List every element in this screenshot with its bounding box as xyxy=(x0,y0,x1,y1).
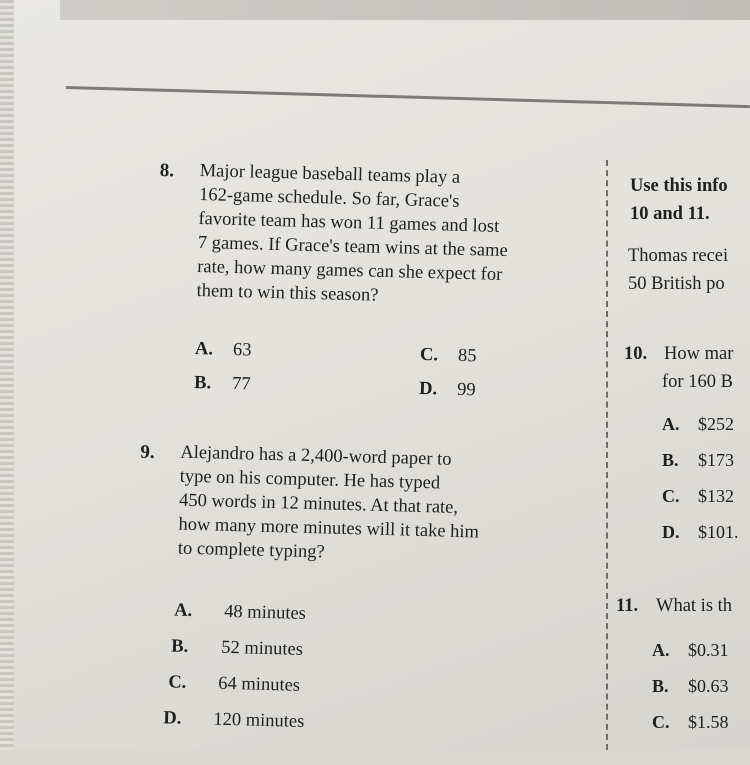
question-9-choice-c[interactable] xyxy=(168,672,300,696)
question-8-line: Major league baseball teams play a xyxy=(199,161,461,188)
question-10-choice-a[interactable] xyxy=(662,414,734,435)
choice-letter: C. xyxy=(662,486,680,506)
question-8-line: them to win this season? xyxy=(196,281,379,306)
right-info-line: Thomas recei xyxy=(628,246,729,266)
choice-letter: B. xyxy=(193,372,212,394)
choice-letter: B. xyxy=(171,636,189,657)
choice-letter: C. xyxy=(652,712,670,732)
choice-letter: D. xyxy=(418,378,438,400)
question-9-number: 9. xyxy=(140,441,155,463)
question-10-choice-d[interactable] xyxy=(662,522,739,543)
choice-letter: D. xyxy=(662,522,680,542)
choice-letter: A. xyxy=(652,640,670,660)
choice-text: $1.58 xyxy=(688,712,729,732)
choice-text: 48 minutes xyxy=(223,601,307,624)
choice-text: $101. xyxy=(698,522,739,542)
question-8-choice-b[interactable] xyxy=(194,373,251,395)
question-9-line: how many more minutes will it take him xyxy=(178,514,480,543)
question-9-line: to complete typing? xyxy=(177,538,325,563)
choice-letter: B. xyxy=(652,676,669,696)
question-9-choice-d[interactable] xyxy=(163,708,304,733)
choice-letter: A. xyxy=(173,600,193,621)
question-8-choice-c[interactable] xyxy=(420,345,477,367)
question-9-stem xyxy=(178,441,482,569)
question-11-number: 11. xyxy=(616,596,639,616)
choice-text: 77 xyxy=(231,373,251,395)
choice-text: 99 xyxy=(456,379,476,401)
question-8-number: 8. xyxy=(159,160,175,182)
choice-text: 120 minutes xyxy=(213,709,305,732)
question-11-line: What is th xyxy=(656,596,733,616)
question-9-choice-a[interactable] xyxy=(174,601,306,625)
question-8-line: 162-game schedule. So far, Grace's xyxy=(198,185,460,212)
choice-letter: A. xyxy=(194,338,214,360)
choice-letter: C. xyxy=(168,672,187,693)
choice-text: $252 xyxy=(698,414,734,434)
question-8-line: rate, how many games can she expect for xyxy=(196,257,503,285)
question-8-line: 7 games. If Grace's team wins at the same xyxy=(197,233,509,262)
choice-letter: C. xyxy=(419,344,439,366)
question-8-stem xyxy=(196,159,510,311)
choice-text: 85 xyxy=(457,345,477,367)
question-8-choice-a[interactable] xyxy=(195,339,252,361)
right-info-line: 50 British po xyxy=(628,274,725,294)
choice-text: 52 minutes xyxy=(220,637,304,660)
choice-letter: A. xyxy=(662,414,680,434)
question-8-line: favorite team has won 11 games and lost xyxy=(198,209,500,237)
choice-letter: D. xyxy=(163,708,182,729)
question-10-choice-b[interactable] xyxy=(662,450,734,471)
choice-text: $0.63 xyxy=(688,676,729,696)
choice-text: $132 xyxy=(698,486,734,506)
question-9-choice-b[interactable] xyxy=(171,636,303,660)
question-9-line: type on his computer. He has typed xyxy=(179,466,441,494)
question-10-choice-c[interactable] xyxy=(662,486,734,507)
right-intro-line: 10 and 11. xyxy=(630,204,710,224)
question-8-choice-d[interactable] xyxy=(419,379,476,401)
choice-letter: B. xyxy=(662,450,679,470)
choice-text: $173 xyxy=(698,450,734,470)
choice-text: $0.31 xyxy=(688,640,729,660)
question-9-line: 450 words in 12 minutes. At that rate, xyxy=(178,490,459,518)
question-11-choice-c[interactable] xyxy=(652,712,729,733)
question-10-line: for 160 B xyxy=(662,372,733,392)
question-9-line: Alejandro has a 2,400-word paper to xyxy=(180,442,452,470)
question-11-choice-b[interactable] xyxy=(652,676,729,697)
question-10-number: 10. xyxy=(624,344,648,364)
right-intro-line: Use this info xyxy=(630,176,728,196)
choice-text: 64 minutes xyxy=(218,673,301,696)
question-10-line: How mar xyxy=(664,344,734,364)
choice-text: 63 xyxy=(232,339,252,361)
question-11-choice-a[interactable] xyxy=(652,640,729,661)
